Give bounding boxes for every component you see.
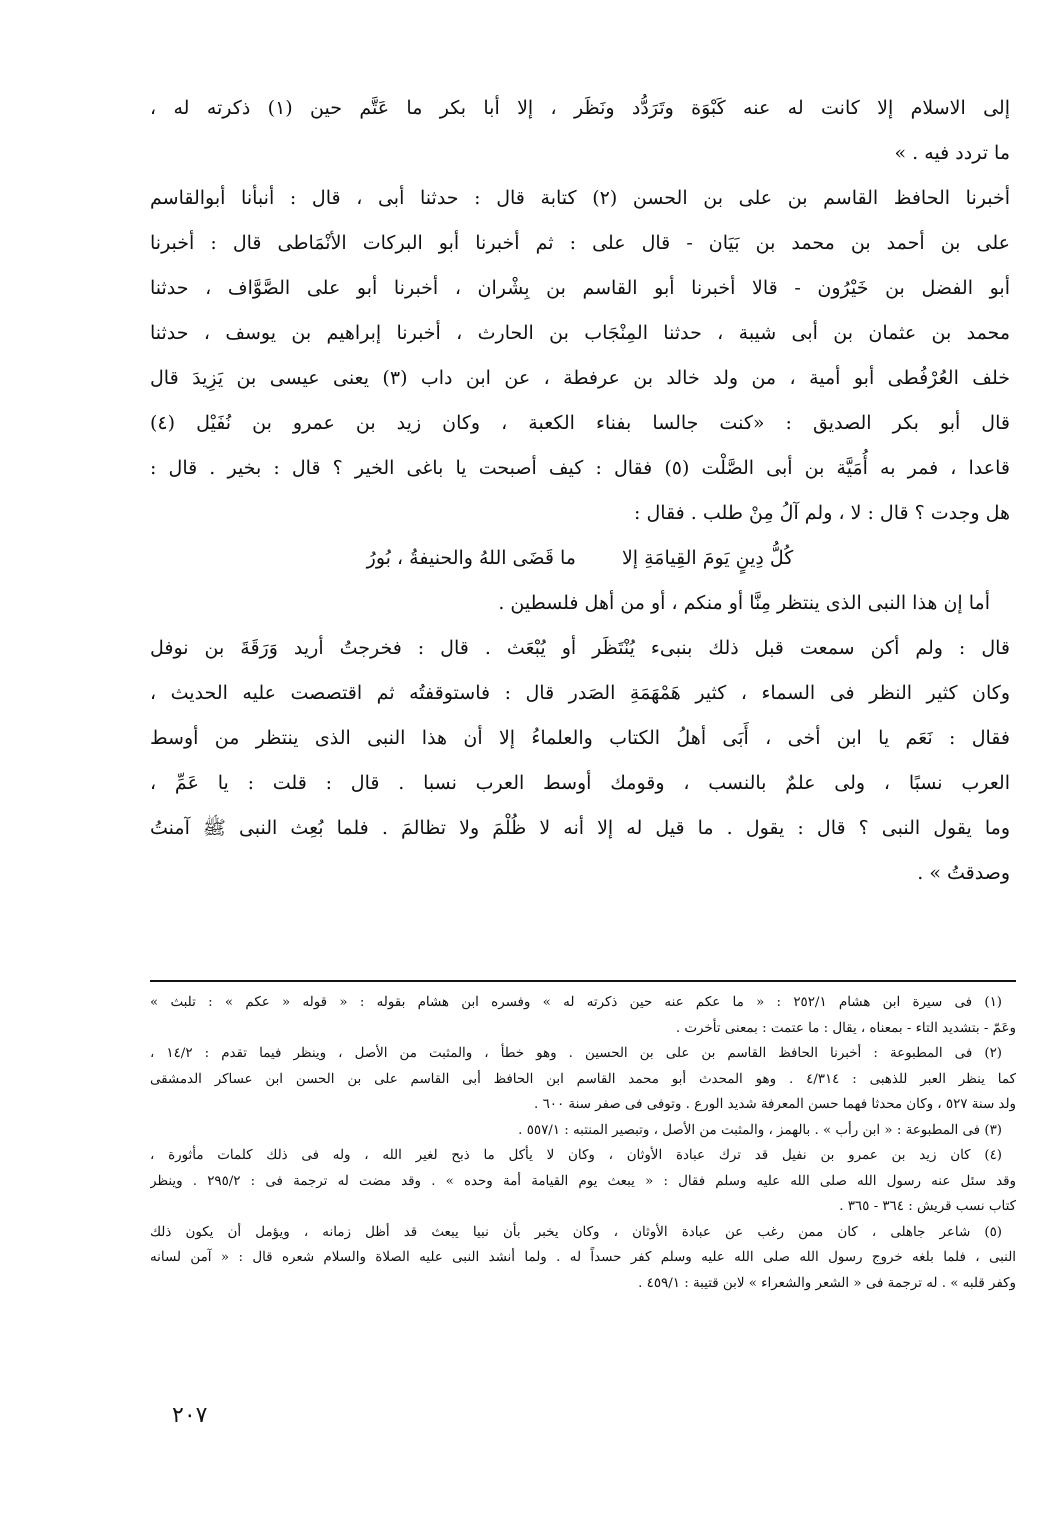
text-line: هل وجدت ؟ قال : لا ، ولم آلُ مِنْ طلب . فقال :	[634, 502, 1010, 524]
footnote-line: (٤) كان زيد بن عمرو بن نفيل قد ترك عبادة الأوثان ، وكان لا يأكل ما ذبح لغير الله ، وله فى ذلك كلمات مأثورة ،	[150, 1148, 1002, 1163]
footnote-line: وقد سئل عنه رسول الله صلى الله عليه وسلم فقال : « يبعث يوم القيامة أمة وحده » . وقد مضت له ترجمة فى : ٢٩٥/٢ . وينظر	[150, 1173, 1016, 1189]
text-line: ما تردد فيه . »	[894, 142, 1010, 164]
text-line: وصدقتُ » .	[917, 862, 1010, 884]
text-line: قاعدا ، فمر به أُمَيَّة بن أبى الصَّلْت (٥) فقال : كيف أصبحت يا باغى الخير ؟ قال : بخير . قال :	[150, 457, 1010, 479]
footnote-line: كما ينظر العبر للذهبى : ٤/٣١٤ . وهو المحدث أبو محمد القاسم ابن الحافظ أبى القاسم على بن الحسن ابن عساكر الدمشقى	[150, 1071, 1016, 1087]
text-line: أبو الفضل بن خَيْرُون - قالا أخبرنا أبو القاسم بن بِشْران ، أخبرنا أبو على الصَّوَّاف ، حدثنا	[150, 277, 1010, 299]
text-line: قال : ولم أكن سمعت قبل ذلك بنبىء يُنْتَظَر أو يُبْعَث . قال : فخرجتُ أريد وَرَقَةَ بن نوفل	[150, 637, 1010, 659]
text-line: أما إن هذا النبى الذى ينتظر مِنَّا أو منكم ، أو من أهل فلسطين .	[498, 592, 990, 614]
footnote-line: وكفر قلبه » . له ترجمة فى « الشعر والشعراء » لابن قتيبة : ٤٥٩/١ .	[638, 1275, 1016, 1291]
text-line: محمد بن عثمان بن أبى شيبة ، حدثنا المِنْجَاب بن الحارث ، أخبرنا إبراهيم بن يوسف ، حدثنا	[150, 322, 1010, 344]
text-line: وما يقول النبى ؟ قال : يقول . ما قيل له إلا أنه لا ظُلْمَ ولا تظالمَ . فلما بُعِث النبى ﷺ آمنتُ	[150, 817, 1010, 839]
verse-hemistich-right: كُلُّ دِينٍ يَومَ القِيامَةِ إلا	[621, 547, 794, 569]
footnote-line: (٣) فى المطبوعة : « ابن رأب » . بالهمز ، والمثبت من الأصل ، وتبصير المنتبه : ٥٥٧/١ .	[518, 1122, 1002, 1138]
footnotes	[150, 990, 1016, 1296]
text-line: إلى الاسلام إلا كانت له عنه كَبْوَة وتَرَدُّد ونَظَر ، إلا أبا بكر ما عَتَّم حين (١) ذكرته له ،	[150, 97, 1010, 119]
text-line: أخبرنا الحافظ القاسم بن على بن الحسن (٢) كتابة قال : حدثنا أبى ، قال : أنبأنا أبوالقاسم	[150, 187, 1010, 209]
footnote-line: (٥) شاعر جاهلى ، كان ممن رغب عن عبادة الأوثان ، وكان يخبر بأن نبيا يبعث قد أظل زمانه ، ويؤمل أن يكون ذلك	[150, 1224, 1002, 1240]
main-text	[150, 86, 1010, 896]
text-line: خلف العُرْفُطى أبو أمية ، من ولد خالد بن عرفطة ، عن ابن داب (٣) يعنى عيسى بن يَزِيدَ قال	[150, 367, 1010, 389]
verse-line	[150, 536, 1010, 581]
footnote-line: (٢) فى المطبوعة : أخبرنا الحافظ القاسم بن على بن الحسين . وهو خطأ ، والمثبت من الأصل ، وينظر فيما تقدم : ١٤/٢ ،	[150, 1046, 1002, 1061]
footnote-line: ولد سنة ٥٢٧ ، وكان محدثا فهما حسن المعرفة شديد الورع . وتوفى فى صفر سنة ٦٠٠ .	[534, 1097, 1016, 1112]
footnote-line: كتاب نسب قريش : ٣٦٤ - ٣٦٥ .	[839, 1199, 1016, 1214]
text-line: فقال : نَعَم يا ابن أخى ، أَبَى أهلُ الكتاب والعلماءُ إلا أن هذا النبى الذى ينتظر من أوسط	[150, 727, 1010, 749]
text-line: وكان كثير النظر فى السماء ، كثير هَمْهَمَةِ الصَدر قال : فاستوقفتُه ثم اقتصصت عليه الحديث ،	[150, 682, 1010, 704]
text-line: قال أبو بكر الصديق : «كنت جالسا بفناء الكعبة ، وكان زيد بن عمرو بن نُفَيْل (٤)	[150, 412, 1010, 434]
footnote-line: (١) فى سيرة ابن هشام ٢٥٢/١ : « ما عكم عنه حين ذكرته له » وفسره ابن هشام بقوله : « قوله « عكم » : تلبث »	[150, 995, 1002, 1010]
text-line: على بن أحمد بن محمد بن بَيَان - قال على : ثم أخبرنا أبو البركات الأنْمَاطى قال : أخبرنا	[150, 232, 1010, 254]
footnote-line: وعَمّ - بتشديد التاء - بمعناه ، يقال : ما عتمت : بمعنى تأخرت .	[675, 1020, 1016, 1036]
page-number: ٢٠٧	[172, 1403, 208, 1428]
verse-hemistich-left: ما قَضَى اللهُ والحنيفةُ ، بُورُ	[366, 547, 576, 569]
footnote-divider	[150, 980, 1016, 982]
footnote-line: النبى ، فلما بلغه خروج رسول الله صلى الله عليه وسلم كفر حسداً له . ولما أنشد النبى عليه الصلاة والسلام شعره قال : « آمن لسانه	[150, 1250, 1016, 1265]
text-line: العرب نسبًا ، ولى علمٌ بالنسب ، وقومك أوسط العرب نسبا . قال : قلت : يا عَمِّ ،	[150, 772, 1010, 794]
